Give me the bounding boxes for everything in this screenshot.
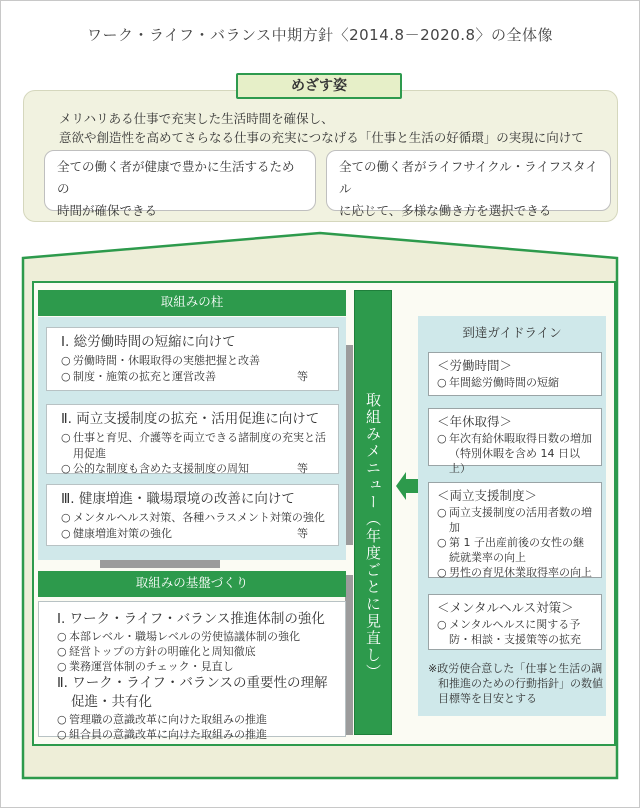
menu-label: 取組みメニュー（年度ごとに見直し）: [364, 392, 382, 681]
guideline-bullet-text: 年次有給休暇取得日数の増加（特別休暇を含め 14 日以上）: [449, 432, 592, 475]
guideline-bullet-text: 第 1 子出産前後の女性の継続就業率の向上: [449, 536, 584, 564]
guideline-heading: ＜年休取得＞: [437, 414, 513, 429]
pillar-heading: Ⅱ. 両立支援制度の拡充・活用促進に向けて: [61, 411, 320, 427]
guideline-bullet-text: 両立支援制度の活用者数の増加: [449, 506, 592, 534]
guideline-bullet-text: 男性の育児休業取得率の向上: [449, 566, 592, 579]
guideline-heading: ＜労働時間＞: [437, 358, 513, 373]
bullet-mark: ○: [57, 630, 67, 643]
guideline-box-leave: [428, 408, 602, 475]
pillar-bullet-text: 公的な制度も含めた支援制度の周知: [73, 462, 249, 475]
guideline-box-support-systems: [428, 482, 602, 578]
bullet-mark: ○: [57, 728, 67, 741]
goal-sub-line: に応じて、多様な働き方を選択できる: [339, 203, 552, 218]
guideline-box-mental-health: [428, 594, 602, 650]
guideline-note: ※政労使合意した「仕事と生活の調和推進のための行動指針」の数値目標等を目安とする: [428, 662, 603, 705]
pillar-panel-health: [46, 484, 339, 546]
guideline-heading: ＜メンタルヘルス対策＞: [437, 600, 574, 615]
foundation-bullet: [57, 629, 335, 644]
goal-sub-line: 全ての働く者がライフサイクル・ライフスタイル: [339, 159, 598, 196]
bullet-mark: ○: [61, 462, 71, 475]
bullet-mark: ○: [437, 536, 447, 549]
pillar-bullet-text: 健康増進対策の強化: [73, 526, 172, 540]
pillar-bullet: [61, 430, 328, 461]
connector-bar-pillars: [345, 345, 353, 545]
bullet-mark: ○: [437, 618, 447, 631]
bullet-mark: ○: [61, 369, 71, 383]
bullet-mark: ○: [437, 376, 447, 389]
bullet-mark: ○: [61, 431, 71, 444]
bullet-mark: ○: [57, 645, 67, 658]
pillar-heading: Ⅲ. 健康増進・職場環境の改善に向けて: [61, 491, 295, 507]
bullet-mark: ○: [57, 713, 67, 726]
connector-bar-horizontal: [100, 560, 220, 568]
guideline-bullet-text: メンタルヘルスに関する予防・相談・支援策等の拡充: [449, 618, 581, 646]
guideline-bullet: [437, 565, 593, 580]
pillar-bullet: [61, 353, 328, 369]
foundation-panel: [38, 601, 346, 741]
goal-sub-line: 全ての働く者が健康で豊かに生活するための: [57, 159, 295, 196]
pillar-heading: Ⅰ. 総労働時間の短縮に向けて: [61, 334, 236, 350]
foundation-bullet-text: 本部レベル・職場レベルの労使協議体制の強化: [69, 630, 300, 643]
goal-sub-line: 時間が確保できる: [57, 203, 158, 218]
pillar-bullet: [61, 369, 328, 385]
pillar-bullet: [61, 461, 328, 477]
bullet-mark: ○: [437, 432, 447, 445]
guideline-bullet-text: 年間総労働時間の短縮: [449, 376, 559, 389]
goal-line-2: 意欲や創造性を高めてさらなる仕事の充実につなげる「仕事と生活の好循環」の実現に向けて: [59, 130, 584, 145]
pillar-panel-support-systems: [46, 404, 339, 474]
bullet-mark: ○: [61, 354, 71, 367]
foundation-bullet: [57, 659, 335, 674]
guideline-bullet: [437, 431, 593, 476]
pillar-bullet-text: 制度・施策の拡充と運営改善: [73, 369, 216, 383]
guideline-bullet: [437, 375, 593, 390]
foundation-bullet-text: 業務運営体制のチェック・見直し: [69, 660, 234, 673]
guideline-bullet: [437, 535, 593, 565]
etc-mark: 等: [297, 526, 308, 540]
pillar-bullet-text: 労働時間・休暇取得の実態把握と改善: [73, 354, 260, 367]
etc-mark: 等: [297, 462, 308, 475]
foundation-bullet-text: 管理職の意識改革に向けた取組みの推進: [69, 713, 267, 726]
foundation-heading-2: Ⅱ. ワーク・ライフ・バランスの重要性の理解: [57, 675, 328, 691]
pillars-header: 取組みの柱: [38, 290, 346, 316]
guideline-bullet: [437, 617, 593, 647]
pillar-bullet-text: 仕事と育児、介護等を両立できる諸制度の充実と活用促進: [73, 431, 326, 460]
foundation-bullet: [57, 644, 335, 659]
goal-label: めざす姿: [236, 73, 402, 99]
pillar-bullet: [61, 526, 328, 542]
foundation-heading-2-cont: 促進・共有化: [71, 694, 152, 710]
pillar-bullet-text: メンタルヘルス対策、各種ハラスメント対策の強化: [73, 511, 325, 524]
foundation-bullet-text: 経営トップの方針の明確化と周知徹底: [69, 645, 256, 658]
guideline-bullet: [437, 505, 593, 535]
bullet-mark: ○: [61, 526, 71, 540]
pillar-panel-working-hours: [46, 327, 339, 391]
connector-bar-foundation: [345, 575, 353, 735]
foundation-bullet-text: 組合員の意識改革に向けた取組みの推進: [69, 728, 267, 741]
bullet-mark: ○: [437, 506, 447, 519]
goal-line-1: メリハリある仕事で充実した生活時間を確保し、: [59, 111, 334, 126]
foundation-bullet: [57, 727, 335, 742]
etc-mark: 等: [297, 369, 308, 383]
bullet-mark: ○: [437, 566, 447, 579]
guideline-heading: ＜両立支援制度＞: [437, 488, 538, 503]
guideline-box-working-hours: [428, 352, 602, 396]
bullet-mark: ○: [61, 511, 71, 524]
figure-title: ワーク・ライフ・バランス中期方針〈2014.8－2020.8〉の全体像: [86, 26, 554, 44]
foundation-heading-1: Ⅰ. ワーク・ライフ・バランス推進体制の強化: [57, 611, 325, 627]
guidelines-header: 到達ガイドライン: [418, 316, 606, 350]
bullet-mark: ○: [57, 660, 67, 673]
foundation-header: 取組みの基盤づくり: [38, 571, 346, 597]
foundation-bullet: [57, 712, 335, 727]
pillar-bullet: [61, 510, 328, 526]
